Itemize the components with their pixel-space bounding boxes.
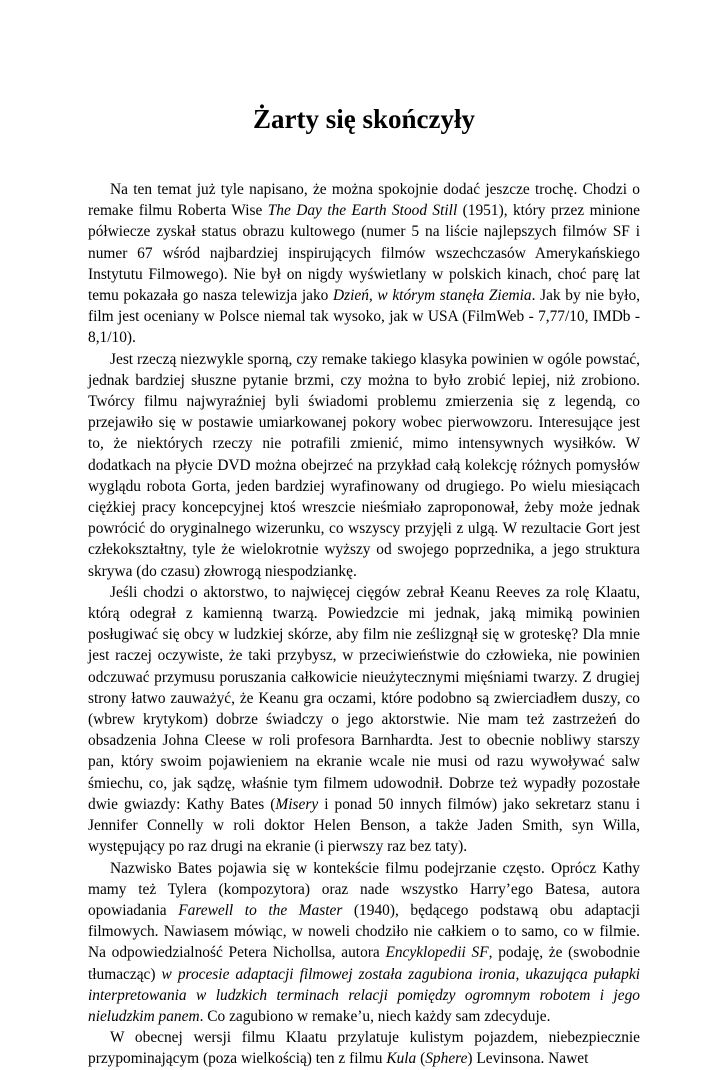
paragraph-text: Jest rzeczą niezwykle sporną, czy remake takiego klasyka powinien w ogóle powstać, jednak bardziej słuszne pytanie brzmi, czy można to było zrobić lepiej, niż zrobiono. Twórcy filmu najwyraźniej byli świadomi problemu zmierzenia się z legendą, co przejawiło się w postawie umiarkowanej pokory wobec pierwowzoru. Interesujące jest to, że niektórych rzeczy nie potrafili zmienić, mimo intensywnych wysiłków. W dodatkach na płycie DVD można obejrzeć na przykład całą kolekcję różnych pomysłów wyglądu robota Gorta, jeden bardziej wyrafinowany od drugiego. Po wielu miesiącach ciężkiej pracy koncepcyjnej ktoś wreszcie nieśmiało zaproponował, żeby może jednak powrócić do oryginalnego wizerunku, co wszyscy przyjęli z ulgą. W rezultacie Gort jest człekokształtny, tyle że wielokrotnie wyższy od swojego poprzednika, a jego struktura skrywa (do czasu) złowrogą niespodziankę.: [88, 350, 640, 580]
italic-text: w procesie adaptacji filmowej została zagubiona ironia, ukazująca pułapki interpretowania w ludzkich terminach relacji pomiędzy ogromnym robotem i jego nieludzkim panem: [88, 965, 640, 1025]
paragraph-text: Nazwisko Bates pojawia się w kontekście filmu podejrzanie często. Oprócz Kathy mamy też Tylera (kompozytora) oraz nade wszystko Harry’ego Batesa, autora opowiadania: [88, 859, 640, 919]
paragraph-text: ) Levinsona. Nawet: [467, 1050, 589, 1068]
paragraph-text: . Co zagubiono w remake’u, niech każdy sam zdecyduje.: [199, 1007, 551, 1025]
paragraph: [88, 1027, 640, 1069]
paragraph-text: (: [416, 1050, 426, 1068]
document-title: Żarty się skończyły: [253, 104, 475, 134]
paragraph: [88, 349, 640, 582]
paragraph: [88, 858, 640, 1028]
paragraph-text: i ponad 50 innych filmów) jako sekretarz stanu i Jennifer Connelly w roli doktor Helen Benson, a także Jaden Smith, syn Willa, występujący po raz drugi na ekranie (i pierwszy raz bez taty).: [88, 795, 640, 856]
italic-text: Sphere: [425, 1050, 468, 1068]
italic-text: Misery: [275, 795, 319, 813]
paragraph: [88, 582, 640, 858]
paragraph-text: (1951), który przez minione półwiecze zyskał status obrazu kultowego (numer 5 na liście najlepszych filmów SF i numer 67 wśród najbardziej inspirujących filmów wszechczasów Amerykańskiego Instytutu Filmowego). Nie był on nigdy wyświetlany w polskich kinach, choć parę lat temu pokazała go nasza telewizja jako: [88, 202, 641, 305]
paragraph-text: , podaję, że (swobodnie tłumacząc): [88, 944, 640, 983]
italic-text: Farewell to the Master: [178, 901, 343, 919]
paragraph-text: Na ten temat już tyle napisano, że można spokojnie dodać jeszcze trochę. Chodzi o remake filmu Roberta Wise: [88, 181, 640, 220]
paragraph-text: W obecnej wersji filmu Klaatu przylatuje kulistym pojazdem, niebezpiecznie przypominającym (poza wielkością) ten z filmu: [88, 1029, 640, 1068]
paragraph-text: Jeśli chodzi o aktorstwo, to najwięcej cięgów zebrał Keanu Reeves za rolę Klaatu, którą odegrał z kamienną twarzą. Powiedzcie mi jednak, jaką mimiką powinien posługiwać się obcy w ludzkiej skórze, aby film nie ześlizgnął się w groteskę? Dla mnie jest raczej oczywiste, że taki przybysz, w przeciwieństwie do człowieka, nie powinien odczuwać przymusu poruszania całkowicie nieużytecznymi mięśniami twarzy. Z drugiej strony łatwo zauważyć, że Keanu gra oczami, które podobno są zwierciadłem duszy, co (wbrew krytykom) dobrze świadczy o jego aktorstwie. Nie mam też zastrzeżeń do obsadzenia Johna Cleese w roli profesora Barnhardta. Jest to obecnie nobliwy starszy pan, który swoim pojawieniem na ekranie wcale nie musi od razu wywoływać salw śmiechu, co, jak sądzę, właśnie tym filmem udowodnił. Dobrze też wypadły pozostałe dwie gwiazdy: Kathy Bates (: [88, 583, 640, 813]
italic-text: Encyklopedii SF: [385, 944, 489, 962]
paragraph-text: . Jak by nie było, film jest oceniany w Polsce niemal tak wysoko, jak w USA (FilmWeb - 7,77/10, IMDb - 8,1/10).: [88, 287, 640, 347]
italic-text: Kula: [386, 1050, 417, 1068]
italic-text: The Day the Earth Stood Still: [267, 202, 458, 220]
paragraph-text: (1940), będącego podstawą obu adaptacji filmowych. Nawiasem mówiąc, w noweli chodziło nie całkiem o to samo, co w filmie. Na odpowiedzialność Petera Nichollsa, autora: [88, 901, 640, 962]
document-page: [88, 98, 640, 1070]
paragraph: [88, 179, 640, 349]
document-body: [88, 179, 640, 1070]
italic-text: Dzień, w którym stanęła Ziemia: [333, 287, 532, 305]
